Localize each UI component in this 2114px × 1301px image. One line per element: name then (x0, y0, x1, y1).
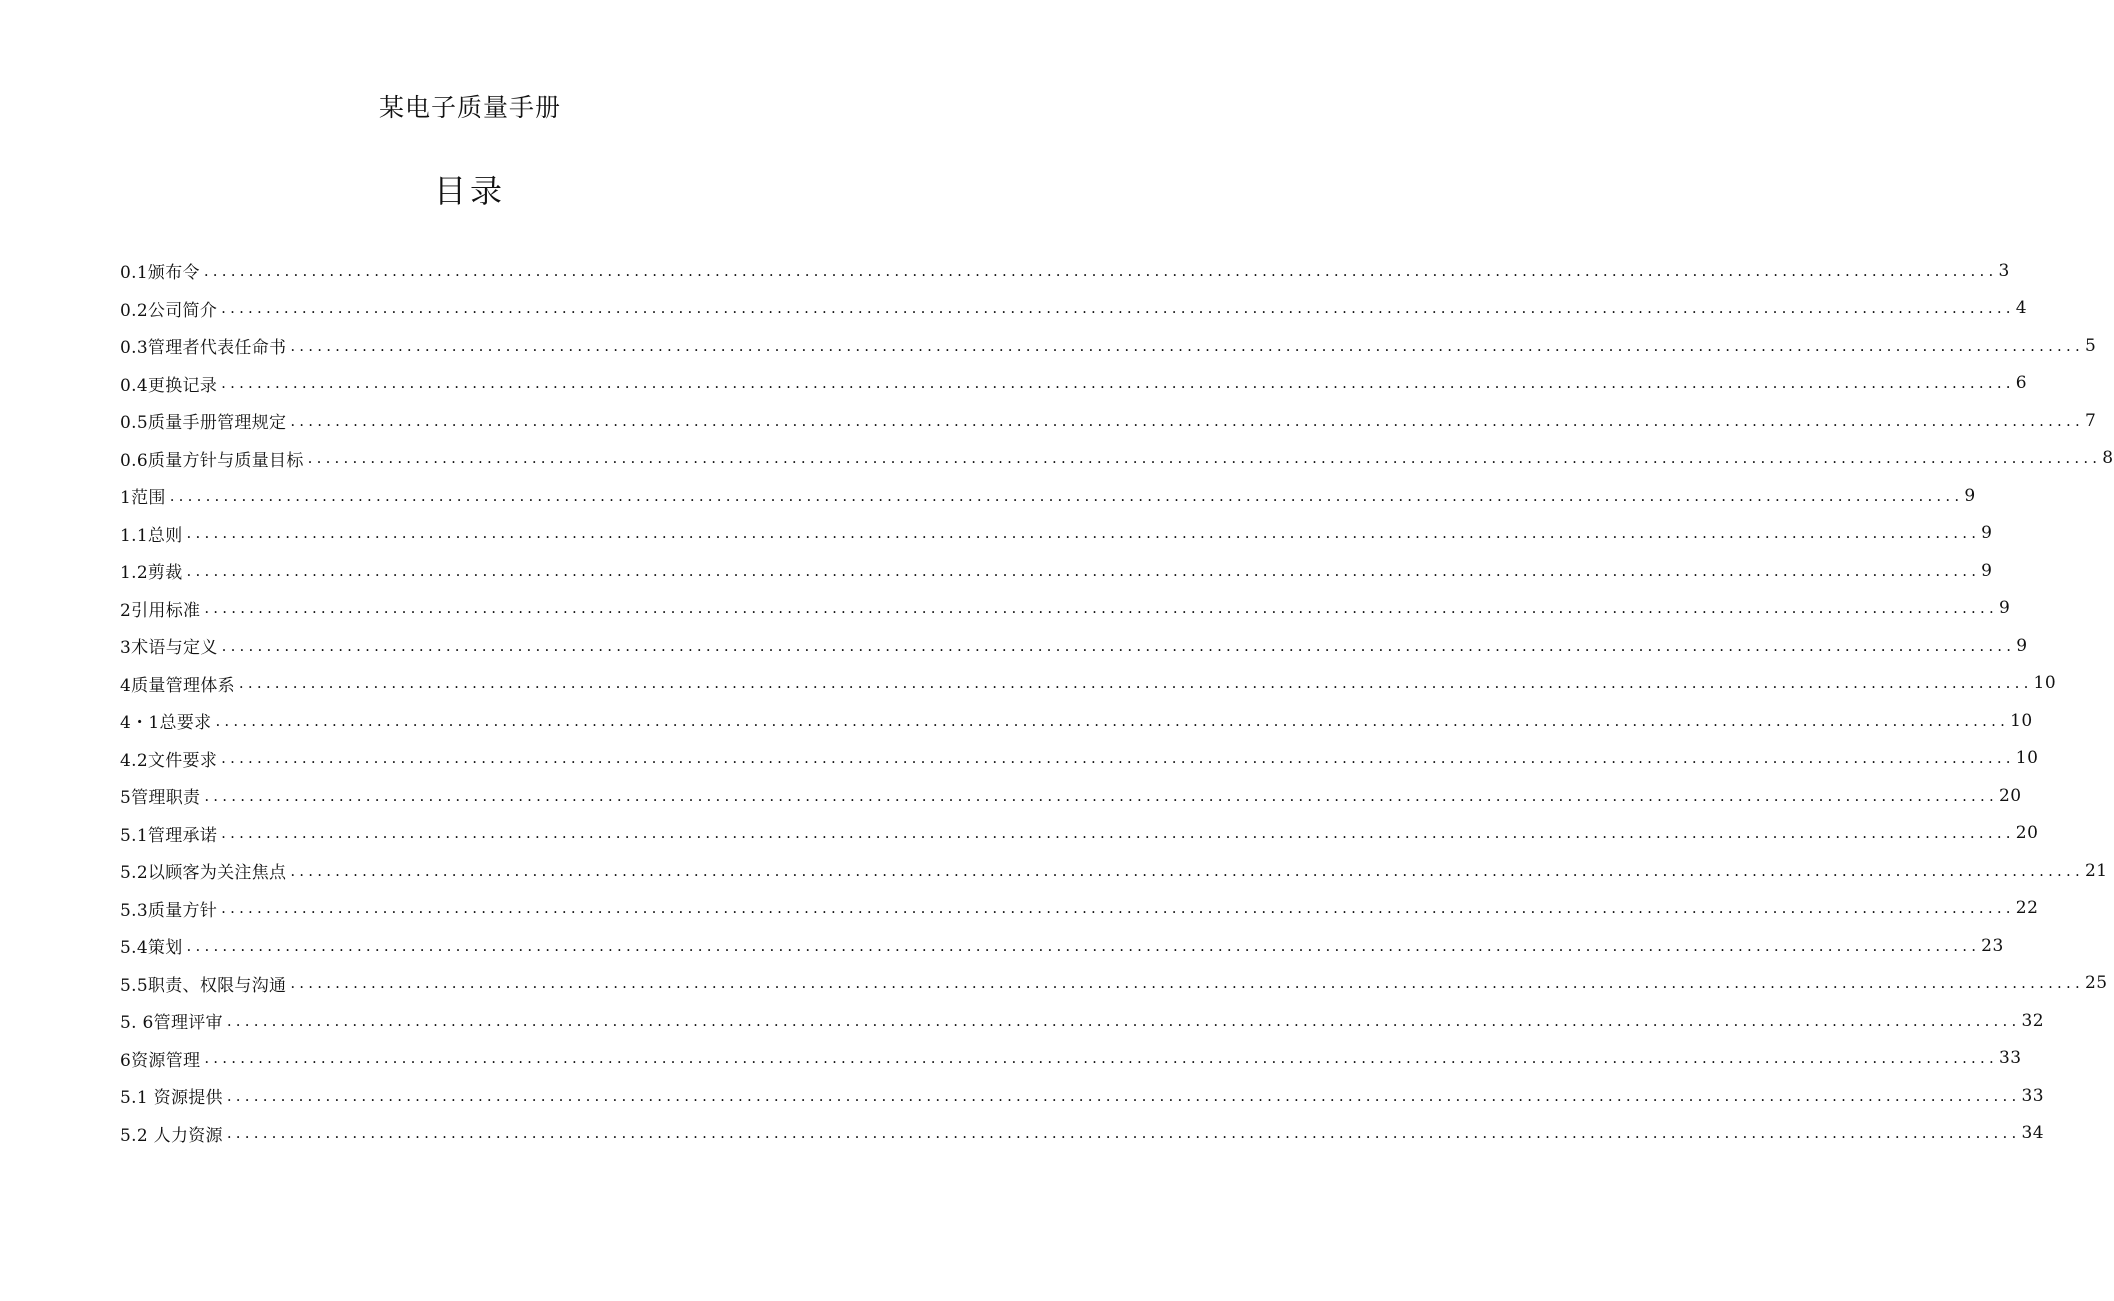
toc-entry-label: 0.6质量方针与质量目标 (120, 450, 304, 471)
toc-entry-label: 5.1 资源提供 (120, 1088, 223, 1109)
toc-entry-page: 20 (2015, 823, 2039, 844)
toc-entry-page: 33 (1998, 1048, 2022, 1069)
toc-entry-label: 5.2 人力资源 (120, 1125, 223, 1146)
toc-entry-label: 0.1颁布令 (120, 263, 200, 284)
toc-entry-page: 9 (2016, 635, 2028, 656)
toc-entry[interactable] (120, 365, 2028, 403)
toc-dot-leader: ........................................................................................................................................................................................................ (221, 899, 2015, 918)
toc-dot-leader: ........................................................................................................................................................................................................ (307, 449, 2102, 468)
toc-entry[interactable] (120, 740, 2039, 778)
toc-entry-page: 10 (2033, 673, 2057, 694)
toc-dot-leader: ........................................................................................................................................................................................................ (215, 711, 2010, 730)
toc-entry-label: 2引用标准 (120, 600, 201, 621)
toc-entry-label: 1.1总则 (120, 525, 183, 546)
toc-entry-label: 4.2文件要求 (120, 750, 218, 771)
toc-entry-label: 4・1总要求 (120, 713, 212, 734)
toc-dot-leader: ........................................................................................................................................................................................................ (186, 561, 1981, 580)
toc-entry[interactable] (120, 515, 1993, 553)
toc-entry-label: 1范围 (120, 488, 166, 509)
toc-entry[interactable] (120, 777, 2022, 815)
toc-dot-leader: ........................................................................................................................................................................................................ (204, 786, 1998, 805)
toc-entry-page: 6 (2015, 373, 2028, 394)
toc-entry[interactable] (120, 402, 2097, 440)
toc-entry[interactable] (120, 627, 2028, 665)
toc-dot-leader: ........................................................................................................................................................................................................ (221, 374, 2015, 393)
toc-entry[interactable] (120, 815, 2039, 853)
toc-entry-page: 25 (2084, 973, 2108, 994)
toc-entry-page: 4 (2015, 298, 2028, 319)
toc-entry[interactable] (120, 965, 2108, 1003)
toc-dot-leader: ........................................................................................................................................................................................................ (221, 749, 2015, 768)
toc-dot-leader: ........................................................................................................................................................................................................ (221, 824, 2015, 843)
toc-entry-page: 34 (2021, 1123, 2045, 1144)
toc-entry-page: 9 (1981, 523, 1993, 544)
toc-entry-label: 5.1管理承诺 (120, 825, 218, 846)
toc-entry[interactable] (120, 327, 2097, 365)
toc-entry-label: 0.5质量手册管理规定 (120, 413, 287, 434)
toc-entry-page: 10 (2015, 748, 2039, 769)
toc-entry[interactable] (120, 702, 2033, 740)
toc-entry-page: 23 (1981, 935, 2004, 956)
toc-entry[interactable] (120, 1077, 2045, 1115)
toc-heading: 目录 (433, 172, 506, 210)
toc-dot-leader: ........................................................................................................................................................................................................ (169, 486, 1964, 505)
toc-entry[interactable] (120, 1002, 2045, 1040)
toc-entry-page: 7 (2084, 410, 2097, 431)
toc-entry[interactable] (120, 927, 2004, 965)
toc-dot-leader: ........................................................................................................................................................................................................ (221, 636, 2016, 655)
toc-entry-page: 3 (1998, 260, 2010, 281)
toc-dot-leader: ........................................................................................................................................................................................................ (204, 1049, 1998, 1068)
toc-entry-page: 33 (2021, 1085, 2045, 1106)
toc-dot-leader: ........................................................................................................................................................................................................ (204, 599, 1998, 618)
toc-entry[interactable] (120, 590, 2011, 628)
toc-dot-leader: ........................................................................................................................................................................................................ (226, 1086, 2021, 1105)
toc-entry-page: 21 (2084, 860, 2108, 881)
toc-dot-leader: ........................................................................................................................................................................................................ (203, 261, 1998, 280)
toc-entry-label: 5.2以顾客为关注焦点 (120, 863, 287, 884)
toc-entry-page: 20 (1998, 785, 2022, 806)
toc-dot-leader: ........................................................................................................................................................................................................ (186, 524, 1981, 543)
toc-entry-label: 5.3质量方针 (120, 900, 218, 921)
toc-entry[interactable] (120, 440, 2114, 478)
toc-entry[interactable] (120, 552, 1993, 590)
toc-entry-page: 22 (2015, 898, 2039, 919)
toc-entry-label: 0.4更换记录 (120, 375, 218, 396)
toc-entry[interactable] (120, 1115, 2045, 1153)
toc-entry-label: 0.2公司简介 (120, 300, 218, 321)
toc-entry[interactable] (120, 290, 2028, 328)
toc-entry-label: 6资源管理 (120, 1050, 201, 1071)
toc-entry[interactable] (120, 852, 2108, 890)
toc-entry[interactable] (120, 665, 2057, 703)
toc-dot-leader: ........................................................................................................................................................................................................ (238, 674, 2033, 693)
toc-entry-label: 0.3管理者代表任命书 (120, 338, 287, 359)
toc-entry-label: 3术语与定义 (120, 638, 218, 659)
toc-dot-leader: ........................................................................................................................................................................................................ (290, 861, 2084, 880)
document-title: 某电子质量手册 (378, 93, 561, 122)
toc-dot-leader: ........................................................................................................................................................................................................ (186, 936, 1981, 955)
table-of-contents (120, 252, 2114, 1152)
toc-entry-page: 8 (2102, 448, 2114, 469)
toc-entry[interactable] (120, 252, 2010, 290)
toc-entry-label: 5.4策划 (120, 938, 183, 959)
toc-entry-page: 9 (1964, 485, 1976, 506)
toc-dot-leader: ........................................................................................................................................................................................................ (221, 299, 2015, 318)
toc-entry-page: 10 (2010, 710, 2033, 731)
toc-entry-page: 9 (1998, 598, 2011, 619)
toc-dot-leader: ........................................................................................................................................................................................................ (290, 974, 2084, 993)
toc-entry-label: 4质量管理体系 (120, 675, 235, 696)
toc-entry-label: 5.5职责、权限与沟通 (120, 975, 287, 996)
toc-entry-label: 5. 6管理评审 (120, 1013, 223, 1034)
toc-entry-page: 5 (2084, 335, 2097, 356)
toc-entry-page: 32 (2021, 1010, 2045, 1031)
toc-entry[interactable] (120, 1040, 2022, 1078)
toc-entry-page: 9 (1981, 560, 1993, 581)
toc-entry-label: 1.2剪裁 (120, 563, 183, 584)
toc-dot-leader: ........................................................................................................................................................................................................ (226, 1011, 2021, 1030)
toc-dot-leader: ........................................................................................................................................................................................................ (290, 336, 2084, 355)
toc-dot-leader: ........................................................................................................................................................................................................ (290, 411, 2084, 430)
toc-entry[interactable] (120, 890, 2039, 928)
toc-entry[interactable] (120, 477, 1976, 515)
toc-entry-label: 5管理职责 (120, 788, 201, 809)
toc-dot-leader: ........................................................................................................................................................................................................ (226, 1124, 2021, 1143)
